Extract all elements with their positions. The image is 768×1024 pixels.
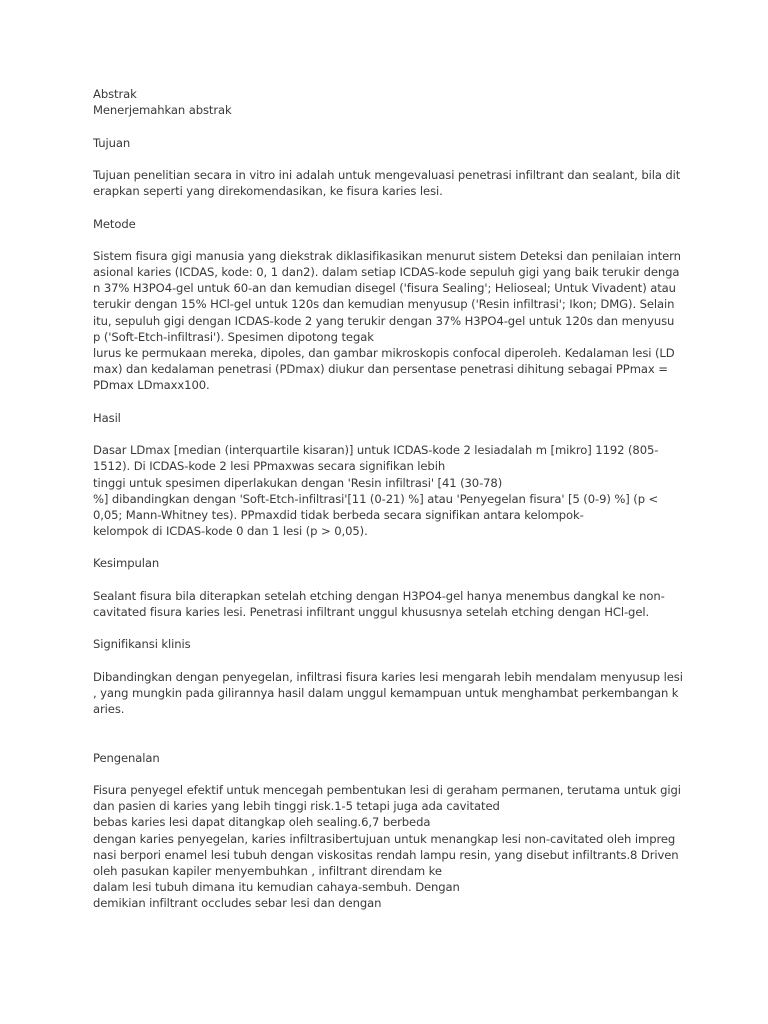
spacer [93, 572, 683, 588]
translate-abstract-link[interactable]: Menerjemahkan abstrak [93, 103, 232, 118]
paragraph-line: erapkan seperti yang direkomendasikan, ke fisura karies lesi. [93, 184, 443, 199]
spacer [93, 620, 683, 636]
paragraph-line: Tujuan penelitian secara in vitro ini adalah untuk mengevaluasi penetrasi infiltrant dan sealant, bila dit [93, 167, 681, 182]
section-title-kesimpulan: Kesimpulan [93, 556, 160, 571]
spacer [93, 118, 683, 134]
paragraph-line: asional karies (ICDAS, kode: 0, 1 dan2). dalam setiap ICDAS-kode sepuluh gigi yang baik terukir denga [93, 265, 680, 280]
section-title-pengenalan: Pengenalan [93, 750, 160, 765]
section-title-signifikansi: Signifikansi klinis [93, 637, 191, 652]
spacer [93, 151, 683, 167]
paragraph-line: dengan karies penyegelan, karies infiltrasibertujuan untuk menangkap lesi non-cavitated oleh impreg [93, 831, 676, 846]
section-title-hasil: Hasil [93, 410, 121, 425]
paragraph-line: nasi berpori enamel lesi tubuh dengan viskositas rendah lampu resin, yang disebut infiltrants.8 Driven [93, 847, 679, 862]
spacer [93, 653, 683, 669]
paragraph-line: dalam lesi tubuh dimana itu kemudian cahaya-sembuh. Dengan [93, 880, 460, 895]
paragraph-line: 1512). Di ICDAS-kode 2 lesi PPmaxwas secara signifikan lebih [93, 459, 446, 474]
paragraph-line: aries. [93, 702, 125, 717]
paragraph-line: Dasar LDmax [median (interquartile kisaran)] untuk ICDAS-kode 2 lesiadalah m [mikro] 1192 (805- [93, 443, 659, 458]
spacer [93, 394, 683, 410]
paragraph-line: , yang mungkin pada gilirannya hasil dalam unggul kemampuan untuk menghambat perkembangan k [93, 685, 679, 700]
paragraph-line: Sistem fisura gigi manusia yang diekstrak diklasifikasikan menurut sistem Deteksi dan penilaian intern [93, 248, 681, 263]
spacer [93, 539, 683, 555]
spacer [93, 426, 683, 442]
paragraph-line: n 37% H3PO4-gel untuk 60-an dan kemudian disegel ('fisura Sealing'; Helioseal; Untuk Vivadent) atau [93, 281, 676, 296]
paragraph-line: demikian infiltrant occludes sebar lesi dan dengan [93, 896, 382, 911]
paragraph-line: %] dibandingkan dengan 'Soft-Etch-infiltrasi'[11 (0-21) %] atau 'Penyegelan fisura' [5 (0-9) %] (p < [93, 491, 659, 506]
section-title-tujuan: Tujuan [93, 135, 131, 150]
paragraph-line: dan pasien di karies yang lebih tinggi risk.1-5 tetapi juga ada cavitated [93, 799, 500, 814]
paragraph-line: max) dan kedalaman penetrasi (PDmax) diukur dan persentase penetrasi dihitung sebagai PPmax = [93, 362, 668, 377]
paragraph-line: Fisura penyegel efektif untuk mencegah pembentukan lesi di geraham permanen, terutama untuk gigi [93, 783, 681, 798]
paragraph-line: Dibandingkan dengan penyegelan, infiltrasi fisura karies lesi mengarah lebih mendalam menyusup lesi [93, 669, 683, 684]
paragraph-line: oleh pasukan kapiler menyembuhkan , infiltrant direndam ke [93, 864, 442, 879]
paragraph-line: kelompok di ICDAS-kode 0 dan 1 lesi (p > 0,05). [93, 524, 368, 539]
paragraph-line: lurus ke permukaan mereka, dipoles, dan gambar mikroskopis confocal diperoleh. Kedalaman lesi (LD [93, 346, 675, 360]
paragraph-line: tinggi untuk spesimen diperlakukan dengan 'Resin infiltrasi' [41 (30-78) [93, 475, 503, 490]
paragraph-line: cavitated fisura karies lesi. Penetrasi infiltrant unggul khususnya setelah etching dengan HCl-gel. [93, 605, 650, 619]
document-heading: Abstrak [93, 87, 137, 101]
document-body [93, 86, 683, 912]
spacer [93, 766, 683, 782]
paragraph-line: Sealant fisura bila diterapkan setelah etching dengan H3PO4-gel hanya menembus dangkal ke non- [93, 588, 665, 603]
paragraph-line: terukir dengan 15% HCl-gel untuk 120s dan kemudian menyusup ('Resin infiltrasi'; Ikon; DMG). Selain [93, 297, 675, 312]
spacer [93, 199, 683, 215]
spacer [93, 717, 683, 749]
section-title-metode: Metode [93, 216, 136, 231]
paragraph-line: itu, sepuluh gigi dengan ICDAS-kode 2 yang terukir dengan 37% H3PO4-gel untuk 120s dan menyusu [93, 313, 675, 328]
paragraph-line: bebas karies lesi dapat ditangkap oleh sealing.6,7 berbeda [93, 815, 431, 830]
spacer [93, 232, 683, 248]
paragraph-line: PDmax LDmaxx100. [93, 378, 210, 393]
paragraph-line: 0,05; Mann-Whitney tes). PPmaxdid tidak berbeda secara signifikan antara kelompok- [93, 507, 584, 522]
paragraph-line: p ('Soft-Etch-infiltrasi'). Spesimen dipotong tegak [93, 329, 374, 344]
